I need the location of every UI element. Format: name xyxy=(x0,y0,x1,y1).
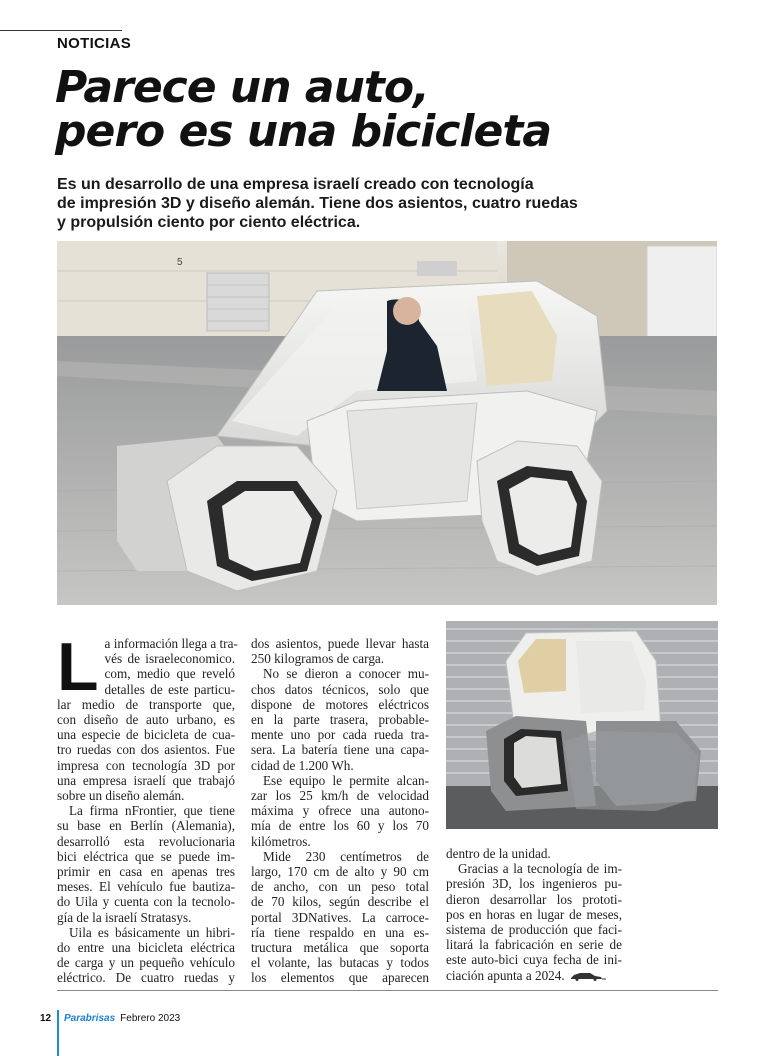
body-line: kilómetros. xyxy=(251,833,311,849)
body-line: litará la fabricación en serie de xyxy=(446,937,622,953)
body-line: de ancho, con un peso total xyxy=(251,879,429,895)
body-line: este auto-bici cuya fecha de ini- xyxy=(446,952,622,968)
body-line: con diseño de auto urbano, es xyxy=(57,712,235,728)
page-number: 12 xyxy=(40,1013,52,1024)
body-line: zar los 25 km/h de velocidad xyxy=(251,788,429,804)
main-photo xyxy=(57,241,717,605)
body-line: lar medio de transporte que, xyxy=(57,696,235,712)
body-line: vés de israeleconomico. xyxy=(104,651,235,667)
body-line: una especie de bicicleta de cua- xyxy=(57,727,235,743)
body-line: Mide 230 centímetros de xyxy=(263,848,429,864)
headline-line-1: Parece un auto, xyxy=(55,62,429,113)
body-line: los elementos que aparecen xyxy=(251,970,429,986)
body-line: primir en casa en apenas tres xyxy=(57,864,235,880)
side-photo xyxy=(446,621,718,829)
wall-number: 5 xyxy=(177,257,183,268)
body-line: dispone de motores eléctricos xyxy=(251,696,429,712)
side-photo-illustration xyxy=(446,621,718,829)
body-line: sera. La batería tiene una capa- xyxy=(251,742,429,758)
body-line: com, medio que reveló xyxy=(104,666,235,682)
page-footer xyxy=(40,1013,180,1024)
footer-rule xyxy=(57,990,718,991)
dropcap: L xyxy=(57,629,99,705)
body-line: tro ruedas con dos asientos. Fue xyxy=(57,742,235,758)
body-line: desarrolló esta revolucionaria xyxy=(57,833,235,849)
body-line: tructura metálica que soporta xyxy=(251,940,429,956)
deck-line-3: y propulsión ciento por ciento eléctrica. xyxy=(57,214,361,231)
deck xyxy=(57,175,637,232)
body-line: gía de la israelí Stratasys. xyxy=(57,909,192,925)
body-line: eléctrico. De cuatro ruedas y xyxy=(57,970,235,986)
body-line: Gracias a la tecnología de im- xyxy=(458,861,622,877)
body-line: La firma nFrontier, que tiene xyxy=(69,803,235,819)
body-line: su base en Berlín (Alemania), xyxy=(57,818,235,834)
body-line: 250 kilogramos de carga. xyxy=(251,651,385,667)
headline xyxy=(55,62,735,157)
body-line: Uila es básicamente un hibri- xyxy=(69,924,235,940)
body-line: presión 3D, los ingenieros pu- xyxy=(446,876,622,892)
body-line: No se dieron a conocer mu- xyxy=(263,666,429,682)
headline-line-2: pero es una bicicleta xyxy=(55,106,552,157)
deck-line-2: de impresión 3D y diseño alemán. Tiene dos asientos, cuatro ruedas xyxy=(57,195,578,212)
body-column-3 xyxy=(446,846,622,984)
body-column-1 xyxy=(57,629,238,986)
body-line: dentro de la unidad. xyxy=(446,846,551,861)
body-line: mía de entre los 60 y los 70 xyxy=(251,818,429,834)
body-line: ría tiene respaldo en una es- xyxy=(251,924,429,940)
body-line: sistema de producción que faci- xyxy=(446,922,622,938)
section-top-rule xyxy=(0,30,122,31)
body-line: mente uno por cada rueda tra- xyxy=(251,727,429,743)
body-line: impresa con tecnología 3D por xyxy=(57,757,235,773)
car-end-icon xyxy=(568,969,606,984)
body-line: máxima y ofrece una autono- xyxy=(251,803,429,819)
deck-line-1: Es un desarrollo de una empresa israelí creado con tecnología xyxy=(57,176,534,193)
publication-name: Parabrisas xyxy=(64,1013,116,1024)
body-line: dieron desarrollar los prototi- xyxy=(446,891,622,907)
body-line: ciación apunta a 2024. xyxy=(446,967,565,983)
body-line: do Uila y cuenta con la tecnolo- xyxy=(57,894,235,910)
body-line: detalles de este particu- xyxy=(104,681,235,697)
main-photo-illustration xyxy=(57,241,717,605)
body-line: do entre una bicicleta eléctrica xyxy=(57,940,235,956)
body-line: una empresa israelí que trabajó xyxy=(57,772,235,788)
body-line: de 70 kilos, según describe el xyxy=(251,894,429,910)
body-line: portal 3DNatives. La carroce- xyxy=(251,909,429,925)
body-line: el volante, las butacas y todos xyxy=(251,955,429,971)
issue-date: Febrero 2023 xyxy=(120,1013,181,1024)
body-line: pos en horas en lugar de meses, xyxy=(446,906,622,922)
body-line: largo, 170 cm de alto y 90 cm xyxy=(251,864,429,880)
body-line: cidad de 1.200 Wh. xyxy=(251,757,354,773)
body-line: en la parte trasera, probable- xyxy=(251,712,429,728)
body-line: de carga y un pequeño vehículo xyxy=(57,955,235,971)
body-line: a información llega a tra- xyxy=(104,636,238,651)
body-line: bici eléctrica que se puede im- xyxy=(57,848,235,864)
body-line: meses. El vehículo fue bautiza- xyxy=(57,879,235,895)
body-column-2 xyxy=(251,636,429,986)
body-line: Ese equipo le permite alcan- xyxy=(263,772,429,788)
body-line: chos datos técnicos, solo que xyxy=(251,681,429,697)
body-line: dos asientos, puede llevar hasta xyxy=(251,636,429,651)
body-last-line xyxy=(446,968,622,985)
section-label: NOTICIAS xyxy=(57,35,132,52)
body-line: sobre un diseño alemán. xyxy=(57,788,185,804)
